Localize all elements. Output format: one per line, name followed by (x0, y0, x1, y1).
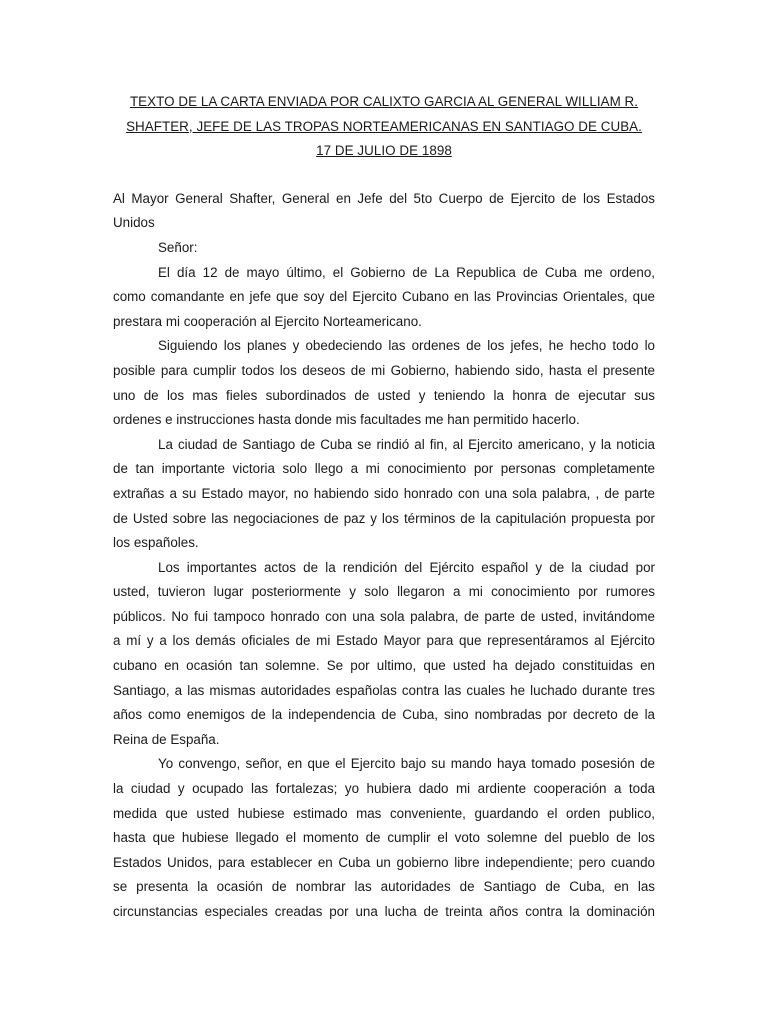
paragraph-line: de tan importante victoria solo llego a mi conocimiento por personas completamente (113, 461, 655, 477)
paragraph-line: de Usted sobre las negociaciones de paz y los términos de la capitulación propuesta por (113, 510, 655, 526)
paragraph-line: públicos. No fui tampoco honrado con una sola palabra, de parte de usted, invitándome (113, 608, 655, 624)
title-line: TEXTO DE LA CARTA ENVIADA POR CALIXTO GARCIA AL GENERAL WILLIAM R. (129, 94, 639, 109)
document-page (113, 90, 655, 925)
paragraph-line: la ciudad y ocupado las fortalezas; yo hubiera dado mi ardiente cooperación a toda (113, 781, 655, 797)
paragraph-line: El día 12 de mayo último, el Gobierno de La Republica de Cuba me ordeno, (158, 264, 655, 280)
paragraph-line: años como enemigos de la independencia de Cuba, sino nombradas por decreto de la (113, 707, 655, 723)
paragraph-line: cubano en ocasión tan solemne. Se por ultimo, que usted ha dejado constituidas en (113, 658, 655, 674)
paragraph-line: a mí y a los demás oficiales de mi Estado Mayor para que representáramos al Ejército (113, 633, 655, 649)
greeting-line: Señor: (158, 239, 198, 255)
paragraph-line: usted, tuvieron lugar posteriormente y solo llegaron a mi conocimiento por rumores (113, 584, 655, 600)
paragraph-line: Yo convengo, señor, en que el Ejercito bajo su mando haya tomado posesión de (158, 756, 655, 772)
paragraph-line: los españoles. (113, 535, 199, 551)
letter-body (113, 187, 655, 925)
paragraph-line: hasta que hubiese llegado el momento de cumplir el voto solemne del pueblo de los (113, 830, 655, 846)
title-date: 17 DE JULIO DE 1898 (316, 143, 452, 159)
paragraph-line: se presenta la ocasión de nombrar las autoridades de Santiago de Cuba, en las (113, 879, 655, 895)
paragraph-line: Siguiendo los planes y obedeciendo las ordenes de los jefes, he hecho todo lo (158, 338, 655, 354)
paragraph-line: prestara mi cooperación al Ejercito Norteamericano. (113, 313, 422, 329)
paragraph-line: uno de los mas fieles subordinados de usted y teniendo la honra de ejecutar sus (113, 387, 655, 403)
paragraph-line: circunstancias especiales creadas por una lucha de treinta años contra la dominación (113, 904, 655, 919)
salutation-line: Unidos (113, 215, 155, 231)
paragraph-line: Estados Unidos, para establecer en Cuba un gobierno libre independiente; pero cuando (113, 854, 655, 870)
paragraph-line: como comandante en jefe que soy del Ejercito Cubano en las Provincias Orientales, que (113, 289, 655, 305)
title-line: SHAFTER, JEFE DE LAS TROPAS NORTEAMERICANAS EN SANTIAGO DE CUBA. (126, 118, 642, 134)
paragraph-line: ordenes e instrucciones hasta donde mis facultades me han permitido hacerlo. (113, 412, 580, 428)
paragraph-line: Santiago, a las mismas autoridades españolas contra las cuales he luchado durante tres (113, 682, 655, 698)
paragraph-line: posible para cumplir todos los deseos de mi Gobierno, habiendo sido, hasta el presente (113, 362, 655, 378)
paragraph-line: extrañas a su Estado mayor, no habiendo sido honrado con una sola palabra, , de parte (113, 485, 655, 501)
document-title (113, 90, 655, 164)
salutation-line: Al Mayor General Shafter, General en Jefe del 5to Cuerpo de Ejercito de los Estados (113, 190, 655, 206)
paragraph-line: Los importantes actos de la rendición del Ejército español y de la ciudad por (158, 559, 655, 575)
paragraph-line: La ciudad de Santiago de Cuba se rindió al fin, al Ejercito americano, y la noticia (158, 436, 655, 452)
paragraph-line: medida que usted hubiese estimado mas conveniente, guardando el orden publico, (113, 805, 655, 821)
paragraph-line: Reina de España. (113, 731, 220, 747)
spacer (113, 164, 655, 187)
